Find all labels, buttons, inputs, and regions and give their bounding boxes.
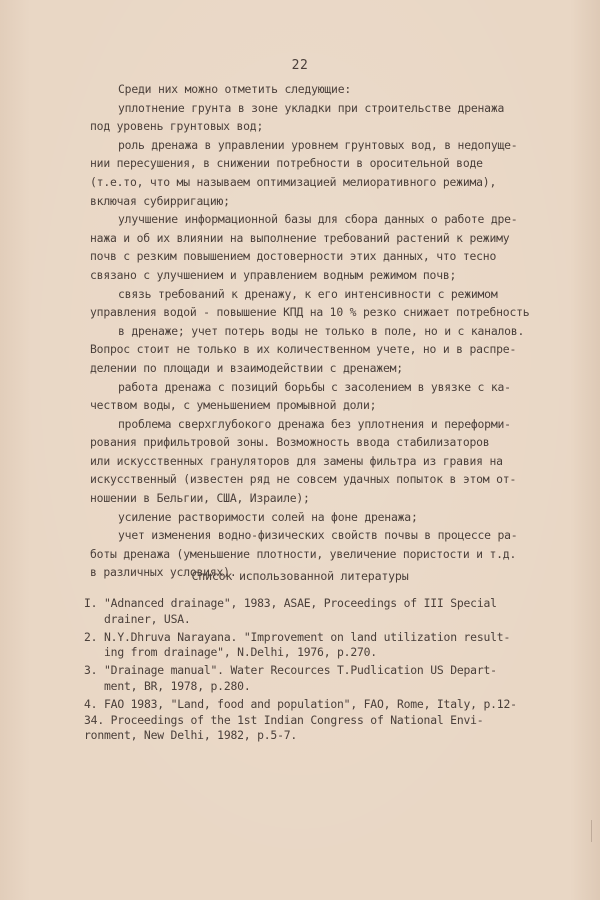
bibliography-title: Список использованной литературы [191, 569, 409, 583]
body-line: связь требований к дренажу, к его интенсивности с режимом [118, 286, 498, 301]
body-line: рования прифильтровой зоны. Возможность ввода стабилизаторов [90, 435, 490, 450]
body-line: улучшение информационной базы для сбора данных о работе дре- [118, 212, 518, 227]
body-line: уплотнение грунта в зоне укладки при строительстве дренажа [118, 100, 505, 115]
body-line: боты дренажа (уменьшение плотности, увеличение пористости и т.д. [90, 546, 517, 561]
body-line: искусственный (известен ряд не совсем удачных попыток в этом от- [90, 472, 517, 487]
body-line: делении по площади и взаимодействии с дренажем; [90, 360, 403, 375]
bibliography-item [84, 697, 564, 744]
bibliography-item-number: 2. [84, 629, 98, 644]
body-line: Вопрос стоит не только в их количественном учете, но и в распре- [90, 342, 517, 357]
bibliography-item-line: "Drainage manual". Water Recources T.Pudlication US Depart- [104, 663, 497, 678]
body-line: нажа и об их влиянии на выполнение требований растений к режиму [90, 230, 510, 245]
bibliography-item [84, 630, 564, 662]
bibliography-item-line: ronment, New Delhi, 1982, p.5-7. [84, 728, 298, 743]
bibliography-item-number: 4. [84, 696, 98, 711]
bibliography-item-number: I. [84, 596, 98, 610]
bibliography-item-line: drainer, USA. [104, 611, 191, 626]
bibliography-item-line: "Adnanced drainage", 1983, ASAE, Proceedings of III Special [104, 596, 497, 610]
body-line: почв с резким повышением достоверности этих данных, что тесно [90, 249, 497, 264]
bibliography-item-number: 3. [84, 663, 98, 678]
body-line: Среди них можно отметить следующие: [118, 82, 352, 96]
bibliography-item [84, 663, 564, 695]
body-text [90, 80, 560, 582]
body-line: включая субирригацию; [90, 193, 230, 208]
body-line: роль дренажа в управлении уровнем грунтовых вод, в недопуще- [118, 137, 518, 152]
bibliography-item-line: FAO 1983, "Land, food and population", FAO, Rome, Italy, p.12- [104, 696, 517, 711]
bibliography-item-line: N.Y.Dhruva Narayana. "Improvement on land utilization result- [104, 629, 511, 644]
body-line: или искусственных грануляторов для замены фильтра из гравия на [90, 453, 503, 468]
body-line: под уровень грунтовых вод; [90, 119, 264, 134]
bibliography-item-line: ment, BR, 1978, p.280. [104, 678, 251, 693]
bibliography-item-line: ing from drainage", N.Delhi, 1976, p.270. [104, 645, 377, 660]
body-line: учет изменения водно-физических свойств почвы в процессе ра- [118, 528, 518, 543]
body-line: ношении в Бельгии, США, Израиле); [90, 491, 310, 506]
body-line: проблема сверхглубокого дренажа без уплотнения и переформи- [118, 416, 511, 431]
body-line: усиление растворимости солей на фоне дренажа; [118, 509, 418, 524]
body-line: в различных условиях). [90, 565, 237, 580]
bibliography-list [84, 596, 564, 746]
body-line: нии пересушения, в снижении потребности в оросительной воде [90, 156, 483, 171]
bibliography-item [84, 596, 564, 628]
page-number: 22 [291, 58, 309, 73]
body-line: в дренаже; учет потерь воды не только в поле, но и с каналов. [118, 323, 525, 338]
body-line: работа дренажа с позиций борьбы с засолением в увязке с ка- [118, 379, 511, 394]
body-line: связано с улучшением и управлением водным режимом почв; [90, 267, 457, 282]
bibliography-item-line: 34. Proceedings of the 1st Indian Congress of National Envi- [84, 712, 484, 727]
body-line: (т.е.то, что мы называем оптимизацией мелиоративного режима), [90, 174, 497, 189]
body-line: чеством воды, с уменьшением промывной доли; [90, 398, 377, 413]
body-line: управления водой - повышение КПД на 10 % резко снижает потребность [90, 305, 530, 320]
paper-edge-mark [591, 820, 592, 842]
